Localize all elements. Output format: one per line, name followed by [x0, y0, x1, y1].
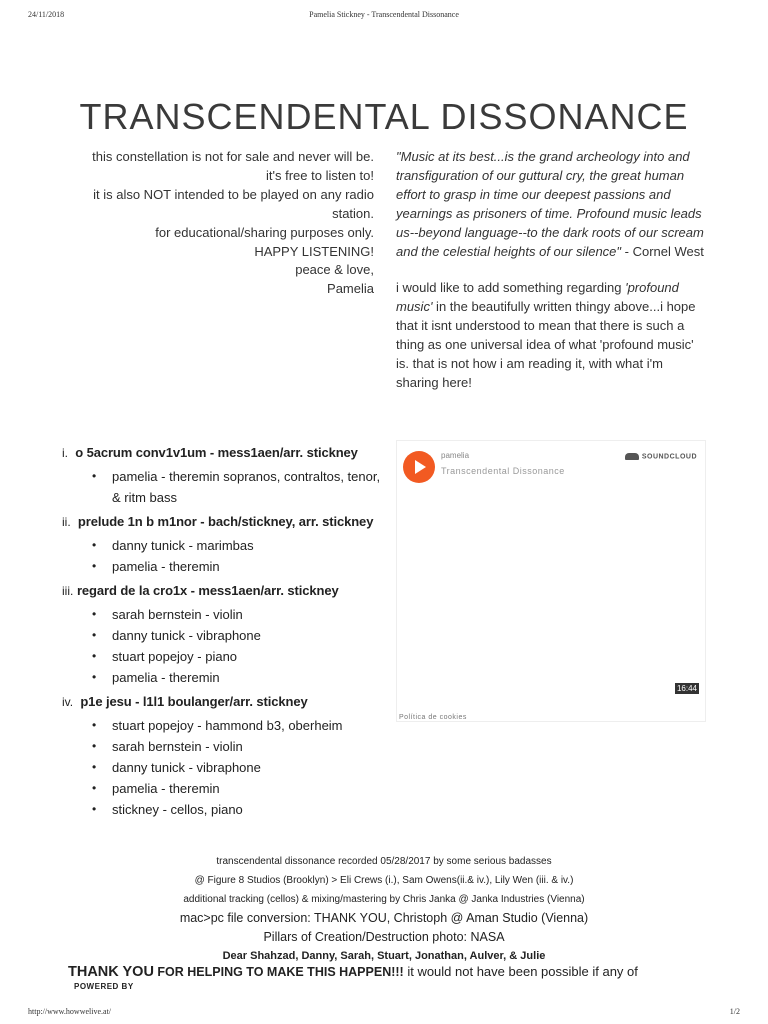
performer: • pamelia - theremin sopranos, contraltos, tenor, & ritm bass [90, 466, 382, 508]
performer-list [62, 604, 382, 688]
soundcloud-logo[interactable] [625, 453, 697, 460]
dedication-line: Dear Shahzad, Danny, Sarah, Stuart, Jonathan, Aulver, & Julie [222, 950, 546, 962]
intro-line: it's free to listen to! [266, 167, 374, 183]
thank-you-rest: it would not have been possible if any of [403, 964, 638, 979]
performer: • danny tunick - marimbas [90, 535, 382, 556]
credit-line: Pillars of Creation/Destruction photo: NASA [263, 930, 505, 944]
performer: • stuart popejoy - piano [90, 646, 382, 667]
performer: • pamelia - theremin [90, 778, 382, 799]
track-number: ii. [62, 515, 71, 529]
track-item [62, 581, 382, 688]
play-icon [415, 460, 426, 474]
page-title: TRANSCENDENTAL DISSONANCE [79, 96, 689, 137]
track-title: regard de la cro1x - mess1aen/arr. stickney [76, 583, 339, 598]
quote-attribution: - Cornel West [621, 243, 704, 259]
performer: • danny tunick - vibraphone [90, 625, 382, 646]
performer-list [62, 535, 382, 577]
player-user-link[interactable]: pamelia [441, 451, 470, 460]
player-track-title[interactable]: Transcendental Dissonance [441, 466, 565, 476]
credit-line: transcendental dissonance recorded 05/28/2017 by some serious badasses [216, 856, 552, 867]
print-page-title: Pamelia Stickney - Transcendental Dissonance [309, 10, 459, 19]
track-title: prelude 1n b m1nor - bach/stickney, arr. stickney [77, 514, 374, 529]
performer: • pamelia - theremin [90, 667, 382, 688]
play-button[interactable] [403, 451, 435, 483]
credit-line: additional tracking (cellos) & mixing/mastering by Chris Janka @ Janka Industries (Vienna) [183, 894, 585, 905]
performer: • sarah bernstein - violin [90, 604, 382, 625]
commentary-paragraph [396, 279, 706, 392]
thank-you-bold: FOR HELPING TO MAKE THIS HAPPEN!!! [153, 965, 404, 979]
performer: • stickney - cellos, piano [90, 799, 382, 820]
track-number: iii. [62, 584, 74, 598]
performer: • stuart popejoy - hammond b3, oberheim [90, 715, 382, 736]
powered-by: POWERED BY [74, 982, 134, 991]
track-number: i. [62, 446, 68, 460]
commentary-text-end: in the beautifully written thingy above...i hope that it isnt understood to mean that there is such a thing as one universal idea of what 'profound music' is. that is not how i am reading it, with what i'm sharing here! [396, 299, 696, 390]
print-url: http://www.howwelive.at/ [28, 1007, 112, 1016]
performer-list [62, 715, 382, 820]
credit-line: mac>pc file conversion: THANK YOU, Christoph @ Aman Studio (Vienna) [179, 911, 589, 925]
intro-line: for educational/sharing purposes only. [155, 224, 374, 240]
intro-line: peace & love, [295, 262, 374, 278]
intro-line: this constellation is not for sale and never will be. [92, 149, 374, 164]
track-number: iv. [62, 695, 74, 709]
cookie-policy-link[interactable]: Política de cookies [399, 714, 467, 721]
commentary-text-italic: 'profound music' [396, 280, 679, 315]
intro-note [64, 148, 374, 299]
track-item [62, 443, 382, 508]
intro-line: HAPPY LISTENING! [254, 243, 374, 259]
track-item [62, 692, 382, 820]
credits [0, 852, 768, 966]
intro-line: it is also NOT intended to be played on any radio station. [93, 186, 374, 221]
quote-text: "Music at its best...is the grand archeology into and transfiguration of our guttural cry, the great human effort to grasp in time our deepest passions and yearnings as prisoners of time. Profound music leads us--beyond language--to the dark roots of our scream and the celestial heights of our silence" [396, 149, 704, 259]
quote-paragraph [396, 148, 706, 261]
track-list [62, 443, 382, 824]
credit-line: @ Figure 8 Studios (Brooklyn) > Eli Crews (i.), Sam Owens(ii.& iv.), Lily Wen (iii. & iv.) [194, 875, 574, 886]
soundcloud-player [396, 440, 706, 722]
track-item [62, 512, 382, 577]
cloud-icon [625, 453, 639, 460]
intro-signature: Pamelia [327, 281, 374, 297]
commentary-text-start: i would like to add something regarding [396, 280, 626, 296]
performer: • danny tunick - vibraphone [90, 757, 382, 778]
print-date: 24/11/2018 [28, 10, 65, 19]
track-title: p1e jesu - l1l1 boulanger/arr. stickney [80, 694, 308, 709]
thanks-line [68, 964, 768, 980]
performer: • sarah bernstein - violin [90, 736, 382, 757]
performer-list [62, 466, 382, 508]
track-title: o 5acrum conv1v1um - mess1aen/arr. stickney [75, 445, 358, 460]
print-page-number: 1/2 [729, 1007, 740, 1016]
soundcloud-brand: SOUNDCLOUD [641, 453, 697, 461]
thank-you-heading: THANK YOU [68, 964, 154, 980]
performer: • pamelia - theremin [90, 556, 382, 577]
quote-section [396, 148, 706, 393]
track-duration: 16:44 [676, 684, 697, 693]
